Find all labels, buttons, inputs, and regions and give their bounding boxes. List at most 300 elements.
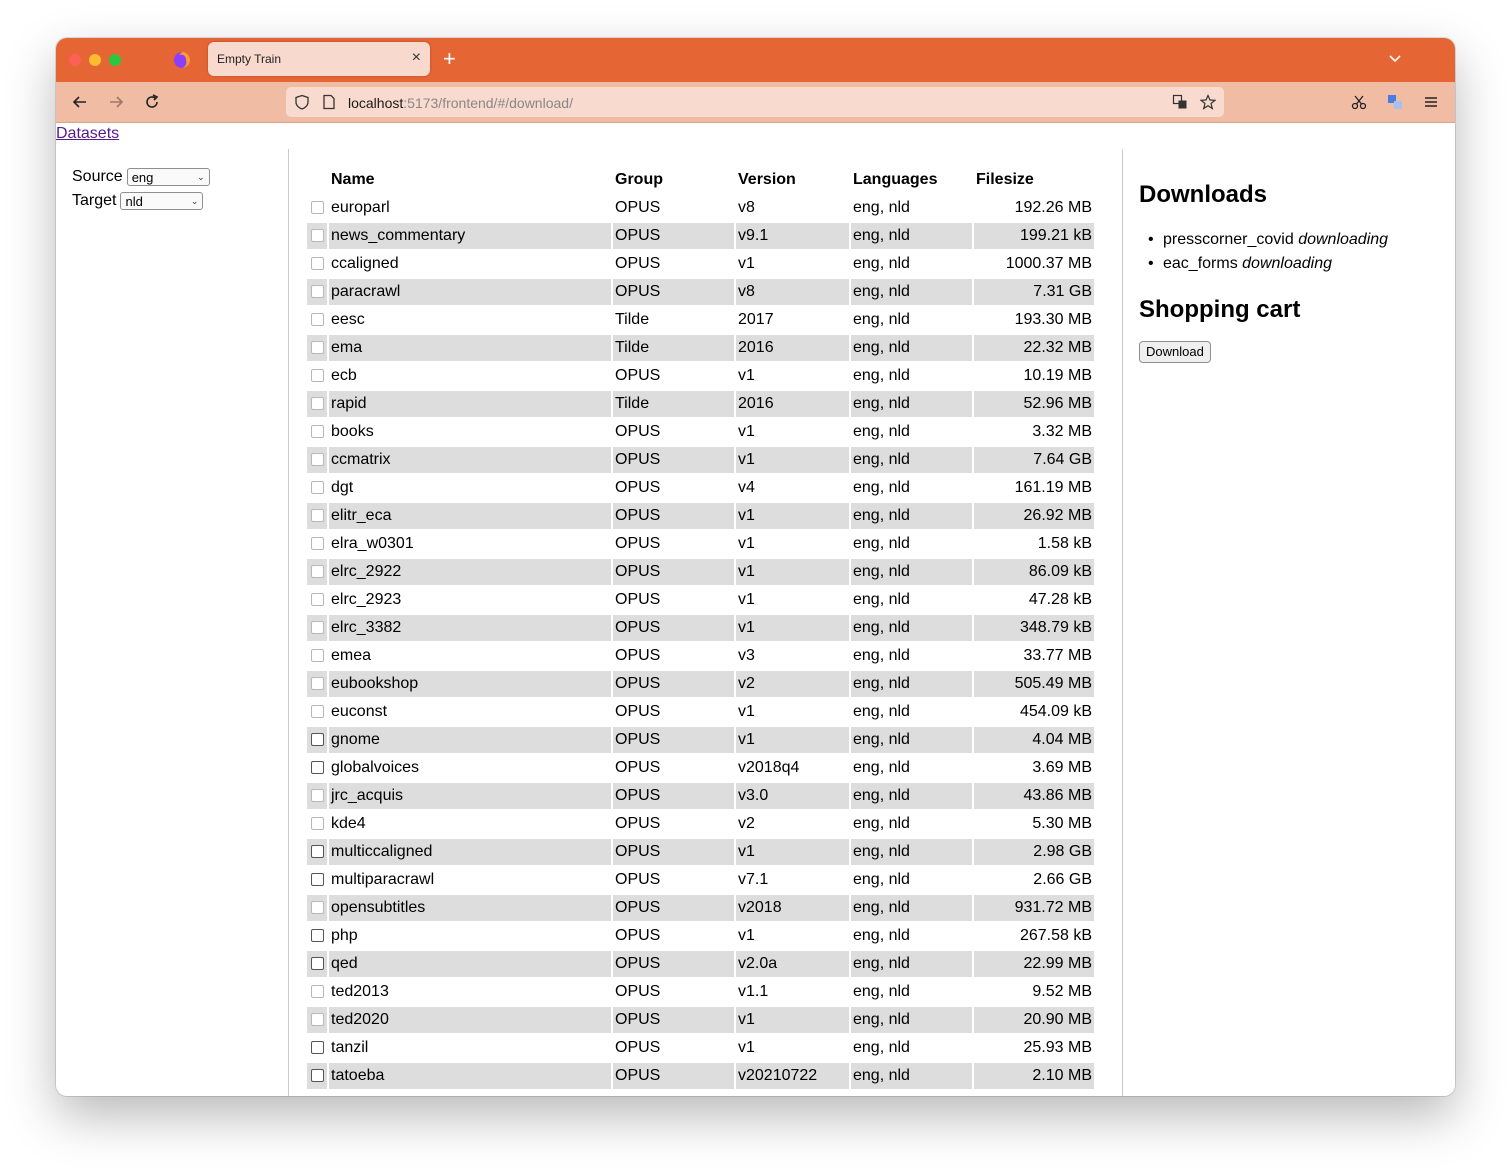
row-checkbox[interactable]: [311, 509, 324, 522]
source-label: Source: [72, 168, 123, 185]
dataset-name: elitr_eca: [329, 503, 611, 529]
row-checkbox[interactable]: [311, 565, 324, 578]
row-checkbox-cell: [307, 979, 327, 1005]
row-checkbox[interactable]: [311, 957, 324, 970]
row-checkbox[interactable]: [311, 593, 324, 606]
table-row: [307, 727, 1094, 753]
minimize-window-button[interactable]: [89, 54, 101, 66]
header-filesize[interactable]: Filesize: [976, 171, 1034, 188]
dataset-group: OPUS: [615, 479, 661, 496]
dataset-languages: eng, nld: [853, 647, 910, 664]
dataset-languages: eng, nld: [853, 423, 910, 440]
header-select: [307, 167, 327, 193]
row-checkbox[interactable]: [311, 1041, 324, 1054]
dataset-languages: eng, nld: [851, 895, 972, 921]
back-icon[interactable]: [71, 93, 89, 111]
dataset-filesize: 47.28 kB: [1028, 591, 1092, 608]
row-checkbox-cell: [307, 1007, 327, 1033]
row-checkbox[interactable]: [311, 901, 324, 914]
dataset-filesize: 25.93 MB: [1023, 1039, 1092, 1056]
dataset-group: OPUS: [613, 951, 734, 977]
row-checkbox[interactable]: [311, 285, 324, 298]
dataset-languages: eng, nld: [851, 559, 972, 585]
row-checkbox[interactable]: [311, 369, 324, 382]
row-checkbox-cell: [307, 615, 327, 641]
dataset-version: v3.0: [736, 783, 849, 809]
dataset-version: v1: [738, 367, 755, 384]
dataset-version: v1: [736, 559, 849, 585]
dataset-languages: eng, nld: [851, 503, 972, 529]
row-checkbox-cell: [307, 279, 327, 305]
url-host: localhost: [348, 95, 404, 111]
table-header-row: [307, 167, 1094, 193]
dataset-name: ccaligned: [331, 255, 399, 272]
table-row: [307, 867, 1094, 893]
datasets-table-container: [305, 165, 1105, 1091]
dataset-name: multiparacrawl: [331, 871, 435, 888]
row-checkbox-cell: [307, 783, 327, 809]
row-checkbox[interactable]: [311, 789, 324, 802]
table-row: [307, 1063, 1094, 1089]
row-checkbox[interactable]: [311, 229, 324, 242]
dataset-version: v8: [736, 279, 849, 305]
tab-empty-train[interactable]: [208, 42, 430, 76]
dataset-name: multiccaligned: [329, 839, 611, 865]
dataset-name: ted2013: [331, 983, 389, 1000]
row-checkbox-cell: [307, 447, 327, 473]
dataset-name: books: [331, 423, 374, 440]
dataset-group: OPUS: [615, 871, 661, 888]
dataset-version: v2.0a: [736, 951, 849, 977]
maximize-window-button[interactable]: [109, 54, 121, 66]
table-row: [307, 783, 1094, 809]
table-row: [307, 1035, 1094, 1061]
row-checkbox-cell: [307, 671, 327, 697]
dataset-version: v20210722: [736, 1063, 849, 1089]
row-checkbox-cell: [307, 867, 327, 893]
dataset-filesize: 86.09 kB: [974, 559, 1094, 585]
dataset-filesize: 192.26 MB: [1014, 199, 1092, 216]
dataset-group: OPUS: [613, 447, 734, 473]
dataset-filesize: 3.32 MB: [1032, 423, 1092, 440]
dataset-version: v8: [738, 199, 755, 216]
dataset-languages: eng, nld: [853, 255, 910, 272]
dataset-filesize: 1000.37 MB: [1005, 255, 1092, 272]
dataset-filesize: 22.32 MB: [974, 335, 1094, 361]
dataset-filesize: 52.96 MB: [974, 391, 1094, 417]
download-button[interactable]: Download: [1139, 341, 1211, 363]
dataset-group: OPUS: [615, 703, 661, 720]
table-row: [307, 923, 1094, 949]
screenshot-icon[interactable]: [1350, 93, 1368, 111]
dataset-name: ema: [329, 335, 611, 361]
dataset-languages: eng, nld: [851, 671, 972, 697]
row-checkbox-cell: [307, 251, 327, 277]
dataset-version: v1: [738, 591, 755, 608]
dataset-version: v4: [738, 479, 755, 496]
dataset-name: ted2020: [329, 1007, 611, 1033]
dataset-filesize: 7.64 GB: [974, 447, 1094, 473]
dataset-name: euconst: [331, 703, 388, 720]
dataset-version: v1: [736, 1007, 849, 1033]
row-checkbox[interactable]: [311, 649, 324, 662]
dataset-filesize: 7.31 GB: [974, 279, 1094, 305]
reload-icon[interactable]: [143, 93, 161, 111]
table-row: [307, 447, 1094, 473]
dataset-languages: eng, nld: [851, 783, 972, 809]
dataset-languages: eng, nld: [851, 951, 972, 977]
row-checkbox[interactable]: [311, 537, 324, 550]
dataset-filesize: 33.77 MB: [1023, 647, 1092, 664]
dataset-group: OPUS: [615, 983, 661, 1000]
row-checkbox[interactable]: [311, 621, 324, 634]
row-checkbox[interactable]: [311, 985, 324, 998]
dataset-group: OPUS: [613, 1007, 734, 1033]
row-checkbox[interactable]: [311, 705, 324, 718]
row-checkbox[interactable]: [311, 1069, 324, 1082]
row-checkbox-cell: [307, 363, 327, 389]
dataset-group: OPUS: [613, 615, 734, 641]
header-group[interactable]: Group: [615, 171, 663, 188]
dataset-version: 2017: [738, 311, 774, 328]
dataset-group: OPUS: [615, 927, 661, 944]
row-checkbox-cell: [307, 895, 327, 921]
dataset-group: OPUS: [613, 279, 734, 305]
dataset-name: emea: [331, 647, 372, 664]
dataset-languages: eng, nld: [851, 391, 972, 417]
dataset-languages: eng, nld: [851, 1063, 972, 1089]
table-row: [307, 279, 1094, 305]
row-checkbox-cell: [307, 531, 327, 557]
dataset-filesize: 4.04 MB: [974, 727, 1094, 753]
dataset-group: OPUS: [615, 535, 661, 552]
dataset-filesize: 10.19 MB: [1023, 367, 1092, 384]
table-row: [307, 755, 1094, 781]
dataset-group: OPUS: [613, 727, 734, 753]
dataset-group: OPUS: [613, 895, 734, 921]
row-checkbox[interactable]: [311, 761, 324, 774]
table-row: [307, 839, 1094, 865]
download-item: [1163, 252, 1388, 276]
row-checkbox-cell: [307, 923, 327, 949]
dataset-filesize: 2.98 GB: [974, 839, 1094, 865]
download-item: [1163, 228, 1388, 252]
datasets-table: [305, 165, 1096, 1091]
dataset-filesize: 22.99 MB: [974, 951, 1094, 977]
row-checkbox-cell: [307, 643, 327, 669]
row-checkbox[interactable]: [311, 313, 324, 326]
dataset-filesize: 193.30 MB: [1014, 311, 1092, 328]
dataset-version: v1: [736, 839, 849, 865]
firefox-view-icon[interactable]: [173, 51, 191, 69]
url-text: [348, 95, 573, 111]
page-content: [56, 123, 1455, 1096]
url-path: :5173/frontend/#/download/: [403, 95, 573, 111]
dataset-languages: eng, nld: [853, 983, 910, 1000]
right-divider: [1122, 149, 1123, 1096]
table-row: [307, 811, 1094, 837]
dataset-name: qed: [329, 951, 611, 977]
dataset-name: news_commentary: [329, 223, 611, 249]
row-checkbox[interactable]: [311, 845, 324, 858]
downloads-title: Downloads: [1139, 181, 1268, 208]
row-checkbox-cell: [307, 951, 327, 977]
dataset-group: OPUS: [615, 647, 661, 664]
dataset-name: gnome: [329, 727, 611, 753]
row-checkbox-cell: [307, 559, 327, 585]
dataset-version: v1: [738, 927, 755, 944]
row-checkbox[interactable]: [311, 873, 324, 886]
dataset-name: dgt: [331, 479, 354, 496]
row-checkbox-cell: [307, 587, 327, 613]
table-row: [307, 951, 1094, 977]
dataset-languages: eng, nld: [853, 703, 910, 720]
shopping-cart-title: Shopping cart: [1139, 296, 1301, 323]
target-select-value: nld: [125, 193, 143, 209]
page-info-icon[interactable]: [321, 94, 337, 110]
dataset-name: globalvoices: [331, 759, 420, 776]
dataset-group: OPUS: [615, 255, 661, 272]
dataset-name: jrc_acquis: [329, 783, 611, 809]
source-select[interactable]: [127, 168, 210, 186]
bookmark-star-icon[interactable]: [1200, 94, 1216, 110]
dataset-languages: eng, nld: [853, 759, 910, 776]
dataset-languages: eng, nld: [853, 815, 910, 832]
dataset-name: kde4: [331, 815, 366, 832]
dataset-name: elrc_3382: [329, 615, 611, 641]
close-window-button[interactable]: [69, 54, 81, 66]
row-checkbox[interactable]: [311, 817, 324, 830]
dataset-group: OPUS: [615, 1039, 661, 1056]
source-select-value: eng: [131, 169, 154, 185]
dataset-languages: eng, nld: [853, 871, 910, 888]
dataset-version: v1.1: [738, 983, 769, 1000]
header-languages[interactable]: Languages: [853, 171, 938, 188]
row-checkbox[interactable]: [311, 677, 324, 690]
dataset-languages: eng, nld: [851, 223, 972, 249]
dataset-group: OPUS: [613, 783, 734, 809]
dataset-filesize: 199.21 kB: [974, 223, 1094, 249]
header-version[interactable]: Version: [738, 171, 796, 188]
dataset-filesize: 20.90 MB: [974, 1007, 1094, 1033]
dataset-version: v1: [736, 503, 849, 529]
table-row: [307, 615, 1094, 641]
dataset-version: 2016: [736, 335, 849, 361]
forward-icon[interactable]: [107, 93, 125, 111]
dataset-name: opensubtitles: [329, 895, 611, 921]
row-checkbox[interactable]: [311, 201, 324, 214]
table-row: [307, 587, 1094, 613]
dataset-filesize: 9.52 MB: [1032, 983, 1092, 1000]
table-row: [307, 559, 1094, 585]
navigation-toolbar: [56, 82, 1455, 123]
dataset-version: v1: [736, 727, 849, 753]
dataset-name: php: [331, 927, 358, 944]
dataset-name: europarl: [331, 199, 390, 216]
dataset-name: paracrawl: [329, 279, 611, 305]
dataset-version: v2018q4: [738, 759, 800, 776]
dataset-group: OPUS: [613, 223, 734, 249]
row-checkbox[interactable]: [311, 929, 324, 942]
dataset-version: v9.1: [736, 223, 849, 249]
row-checkbox[interactable]: [311, 481, 324, 494]
table-row: [307, 643, 1094, 669]
dataset-filesize: 267.58 kB: [1019, 927, 1092, 944]
table-row: [307, 223, 1094, 249]
table-row: [307, 699, 1094, 725]
dataset-filesize: 43.86 MB: [974, 783, 1094, 809]
row-checkbox-cell: [307, 335, 327, 361]
dataset-group: OPUS: [613, 503, 734, 529]
chevron-down-icon: ⌄: [190, 195, 199, 206]
dataset-filesize: 454.09 kB: [1019, 703, 1092, 720]
dataset-group: Tilde: [613, 391, 734, 417]
dataset-languages: eng, nld: [853, 1039, 910, 1056]
row-checkbox-cell: [307, 811, 327, 837]
dataset-name: eubookshop: [329, 671, 611, 697]
chevron-down-icon: ⌄: [197, 171, 205, 182]
header-name[interactable]: Name: [331, 171, 375, 188]
dataset-group: OPUS: [615, 759, 661, 776]
list-all-tabs-icon[interactable]: [1387, 50, 1403, 66]
dataset-group: OPUS: [613, 839, 734, 865]
table-row: [307, 251, 1094, 277]
row-checkbox-cell: [307, 391, 327, 417]
dataset-version: v1: [736, 615, 849, 641]
tab-strip: [56, 38, 1455, 82]
row-checkbox-cell: [307, 195, 327, 221]
tab-title: Empty Train: [217, 52, 282, 66]
row-checkbox-cell: [307, 1035, 327, 1061]
dataset-filesize: 2.66 GB: [1033, 871, 1092, 888]
url-bar[interactable]: [286, 87, 1224, 117]
dataset-languages: eng, nld: [851, 615, 972, 641]
download-item-status: downloading: [1242, 255, 1333, 272]
dataset-name: elrc_2923: [331, 591, 402, 608]
table-row: [307, 363, 1094, 389]
dataset-group: OPUS: [615, 591, 661, 608]
dataset-languages: eng, nld: [851, 279, 972, 305]
dataset-name: elra_w0301: [331, 535, 414, 552]
dataset-group: OPUS: [613, 1063, 734, 1089]
row-checkbox-cell: [307, 223, 327, 249]
row-checkbox[interactable]: [311, 341, 324, 354]
dataset-name: tatoeba: [329, 1063, 611, 1089]
row-checkbox-cell: [307, 839, 327, 865]
dataset-version: v1: [738, 423, 755, 440]
dataset-languages: eng, nld: [853, 535, 910, 552]
translate-icon[interactable]: [1172, 94, 1188, 110]
row-checkbox-cell: [307, 475, 327, 501]
table-row: [307, 391, 1094, 417]
dataset-version: v1: [738, 255, 755, 272]
dataset-version: v7.1: [738, 871, 769, 888]
row-checkbox-cell: [307, 755, 327, 781]
dataset-group: OPUS: [615, 367, 661, 384]
dataset-languages: eng, nld: [851, 335, 972, 361]
row-checkbox[interactable]: [311, 453, 324, 466]
target-label: Target: [72, 192, 117, 209]
target-select[interactable]: [120, 192, 203, 210]
dataset-name: ecb: [331, 367, 357, 384]
dataset-filesize: 26.92 MB: [974, 503, 1094, 529]
row-checkbox-cell: [307, 503, 327, 529]
new-tab-icon[interactable]: +: [443, 46, 456, 71]
download-item-name: eac_forms: [1163, 255, 1238, 272]
left-divider: [288, 149, 289, 1096]
dataset-version: v1: [738, 1039, 755, 1056]
dataset-languages: eng, nld: [851, 1007, 972, 1033]
datasets-link[interactable]: Datasets: [56, 125, 120, 142]
dataset-group: OPUS: [615, 815, 661, 832]
download-item-status: downloading: [1298, 231, 1389, 248]
dataset-name: ccmatrix: [329, 447, 611, 473]
dataset-version: 2016: [736, 391, 849, 417]
shield-icon[interactable]: [294, 94, 310, 110]
table-row: [307, 335, 1094, 361]
dataset-languages: eng, nld: [853, 311, 910, 328]
translate-extension-icon[interactable]: [1386, 93, 1404, 111]
dataset-group: Tilde: [615, 311, 650, 328]
dataset-languages: eng, nld: [853, 927, 910, 944]
dataset-group: OPUS: [615, 423, 661, 440]
close-tab-icon[interactable]: ×: [411, 49, 421, 66]
table-row: [307, 195, 1094, 221]
row-checkbox[interactable]: [311, 257, 324, 270]
table-row: [307, 979, 1094, 1005]
row-checkbox[interactable]: [311, 425, 324, 438]
dataset-languages: eng, nld: [851, 727, 972, 753]
dataset-name: elrc_2922: [329, 559, 611, 585]
table-row: [307, 1007, 1094, 1033]
dataset-languages: eng, nld: [853, 591, 910, 608]
dataset-languages: eng, nld: [853, 479, 910, 496]
row-checkbox[interactable]: [311, 397, 324, 410]
row-checkbox-cell: [307, 1063, 327, 1089]
dataset-group: OPUS: [613, 559, 734, 585]
dataset-version: v1: [738, 535, 755, 552]
dataset-filesize: 1.58 kB: [1037, 535, 1092, 552]
row-checkbox-cell: [307, 307, 327, 333]
dataset-filesize: 348.79 kB: [974, 615, 1094, 641]
table-row: [307, 531, 1094, 557]
menu-icon[interactable]: [1422, 93, 1440, 111]
dataset-version: v2: [736, 671, 849, 697]
table-row: [307, 419, 1094, 445]
dataset-group: OPUS: [613, 671, 734, 697]
row-checkbox-cell: [307, 419, 327, 445]
dataset-languages: eng, nld: [851, 447, 972, 473]
dataset-languages: eng, nld: [851, 839, 972, 865]
dataset-filesize: 931.72 MB: [974, 895, 1094, 921]
dataset-name: tanzil: [331, 1039, 369, 1056]
dataset-filesize: 2.10 MB: [974, 1063, 1094, 1089]
browser-window: [56, 38, 1455, 1096]
table-row: [307, 895, 1094, 921]
row-checkbox[interactable]: [311, 1013, 324, 1026]
dataset-name: rapid: [329, 391, 611, 417]
row-checkbox-cell: [307, 699, 327, 725]
table-row: [307, 503, 1094, 529]
dataset-filesize: 5.30 MB: [1032, 815, 1092, 832]
row-checkbox-cell: [307, 727, 327, 753]
row-checkbox[interactable]: [311, 733, 324, 746]
dataset-version: v1: [736, 447, 849, 473]
table-row: [307, 475, 1094, 501]
table-row: [307, 307, 1094, 333]
download-item-name: presscorner_covid: [1163, 231, 1294, 248]
dataset-group: Tilde: [613, 335, 734, 361]
